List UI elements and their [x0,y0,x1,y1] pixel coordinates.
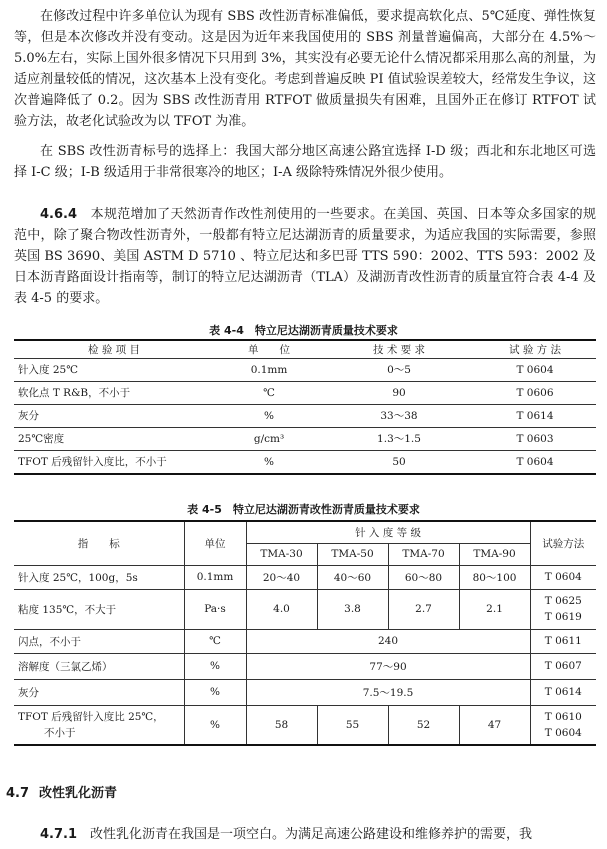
header-grade-tma30: TMA-30 [246,543,317,565]
method-line-1: T 0625 [544,595,582,607]
cell-item: 溶解度（三氯乙烯） [14,653,184,679]
cell-requirement: 90 [324,381,474,404]
cell-item: 粘度 135℃，不大于 [14,589,184,629]
header-unit: 单 位 [214,340,324,358]
paragraph-4-7-1 [14,824,596,845]
cell-item: 针入度 25℃，100g，5s [14,565,184,589]
method-line-1: T 0610 [544,710,582,723]
paragraph-sbs-revision: 在修改过程中许多单位认为现有 SBS 改性沥青标准偏低，要求提高软化点、5℃延度、弹性恢复等，但是本次修改并没有变动。这是因为近年来我国使用的 SBS 剂量普遍偏高，大部分在 4.5%～5.0%左右，实际上国外很多情况下只用到 3%，其实没有必要无论什么情况都采用那么高的剂量，为适应剂量较低的情况，这次基本上没有变化。考虑到普遍反映 PI 值试验误差较大，经常发生争议，这次普遍降低了 0.2。因为 SBS 改性沥青用 RTFOT 做质量损失有困难，且国外正在修订 RTFOT 试验方法，故老化试验改为以 TFOT 为准。 [14,9,596,129]
cell-value: 77～90 [246,653,530,679]
cell-value: 4.0 [246,589,317,629]
cell-method [530,705,596,745]
cell-method: T 0607 [530,653,596,679]
header-index: 指 标 [14,521,184,565]
table-header-row [14,521,596,543]
cell-requirement: 0～5 [324,358,474,381]
table-row [14,427,596,450]
table-row [14,381,596,404]
cell-value: 52 [388,705,459,745]
table-row [14,565,596,589]
cell-value: 7.5～19.5 [246,679,530,705]
cell-unit: % [184,653,246,679]
cell-method [530,589,596,629]
header-penetration-grade: 针 入 度 等 级 [246,521,530,543]
header-grade-tma90: TMA-90 [459,543,530,565]
header-test-method: 试 验 方 法 [474,340,596,358]
cell-method: T 0611 [530,629,596,653]
cell-value: 80～100 [459,565,530,589]
table-row [14,358,596,381]
table-4-4 [14,339,596,475]
cell-method: T 0603 [474,427,596,450]
table-row [14,450,596,474]
cell-unit: 0.1mm [184,565,246,589]
cell-method: T 0604 [530,565,596,589]
cell-value: 58 [246,705,317,745]
table-row [14,679,596,705]
cell-unit: Pa·s [184,589,246,629]
cell-value: 2.1 [459,589,530,629]
cell-value: 240 [246,629,530,653]
header-test-method: 试验方法 [530,521,596,565]
table-header-row [14,340,596,358]
cell-item: TFOT 后残留针入度比，不小于 [14,450,214,474]
cell-requirement: 33～38 [324,404,474,427]
item-line-1: TFOT 后残留针入度比 25℃， [18,710,164,723]
paragraph-4-6-4 [14,204,596,309]
table-4-5-caption: 表 4-5 特立尼达湖沥青改性沥青质量技术要求 [187,503,420,516]
header-test-item: 检 验 项 目 [14,340,214,358]
cell-item: 软化点 T R&B，不小于 [14,381,214,404]
method-line-2: T 0619 [544,611,582,623]
cell-unit: 0.1mm [214,358,324,381]
clause-text: 本规范增加了天然沥青作改性剂使用的一些要求。在美国、英国、日本等众多国家的规范中，除了聚合物改性沥青外，一般都有特立尼达湖沥青的质量要求，为适应我国的实际需要，参照英国 BS 3690、美国 ASTM D 5710 、特立尼达和多巴哥 TTS 590：2002、TTS 593：2002 及日本沥青路面设计指南等，制订的特立尼达湖沥青（TLA）及湖沥青改性沥青的质量宜符合表 4-4 及表 4-5 的要求。 [14,207,596,306]
header-grade-tma70: TMA-70 [388,543,459,565]
clause-number: 4.6.4 [40,207,78,222]
cell-unit: ℃ [184,629,246,653]
header-unit: 单位 [184,521,246,565]
cell-unit: % [184,679,246,705]
clause-text: 改性乳化沥青在我国是一项空白。为满足高速公路建设和维修养护的需要，我 [90,827,533,842]
table-4-4-caption: 表 4-4 特立尼达湖沥青质量技术要求 [209,324,398,337]
clause-number: 4.7.1 [40,827,78,842]
cell-value: 20～40 [246,565,317,589]
table-row [14,705,596,745]
cell-item: 灰分 [14,679,184,705]
cell-item: 25℃密度 [14,427,214,450]
cell-item: 闪点，不小于 [14,629,184,653]
cell-value: 2.7 [388,589,459,629]
cell-value: 55 [317,705,388,745]
cell-unit: % [214,450,324,474]
cell-value: 40～60 [317,565,388,589]
cell-method: T 0604 [474,450,596,474]
cell-method: T 0614 [474,404,596,427]
cell-value: 60～80 [388,565,459,589]
section-number: 4.7 [6,786,30,801]
item-line-2: 不小于 [44,726,76,739]
cell-item [14,705,184,745]
cell-item: 灰分 [14,404,214,427]
cell-requirement: 50 [324,450,474,474]
cell-unit: g/cm³ [214,427,324,450]
section-heading-4-7 [6,782,127,801]
paragraph-sbs-grade-selection: 在 SBS 改性沥青标号的选择上：我国大部分地区高速公路宜选择 I-D 级；西北和东北地区可选择 I-C 级；I-B 级适用于非常很寒冷的地区；I-A 级除特殊情况外很少使用。 [14,144,596,180]
table-row [14,404,596,427]
cell-requirement: 1.3～1.5 [324,427,474,450]
cell-unit: % [214,404,324,427]
header-grade-tma50: TMA-50 [317,543,388,565]
section-title: 改性乳化沥青 [39,786,118,801]
cell-method: T 0606 [474,381,596,404]
table-row [14,629,596,653]
method-line-2: T 0604 [544,726,582,739]
cell-unit: ℃ [214,381,324,404]
cell-method: T 0614 [530,679,596,705]
table-row [14,589,596,629]
table-4-5 [14,520,596,746]
table-row [14,653,596,679]
cell-value: 47 [459,705,530,745]
cell-unit: % [184,705,246,745]
header-requirement: 技 术 要 求 [324,340,474,358]
cell-value: 3.8 [317,589,388,629]
cell-item: 针入度 25℃ [14,358,214,381]
cell-method: T 0604 [474,358,596,381]
